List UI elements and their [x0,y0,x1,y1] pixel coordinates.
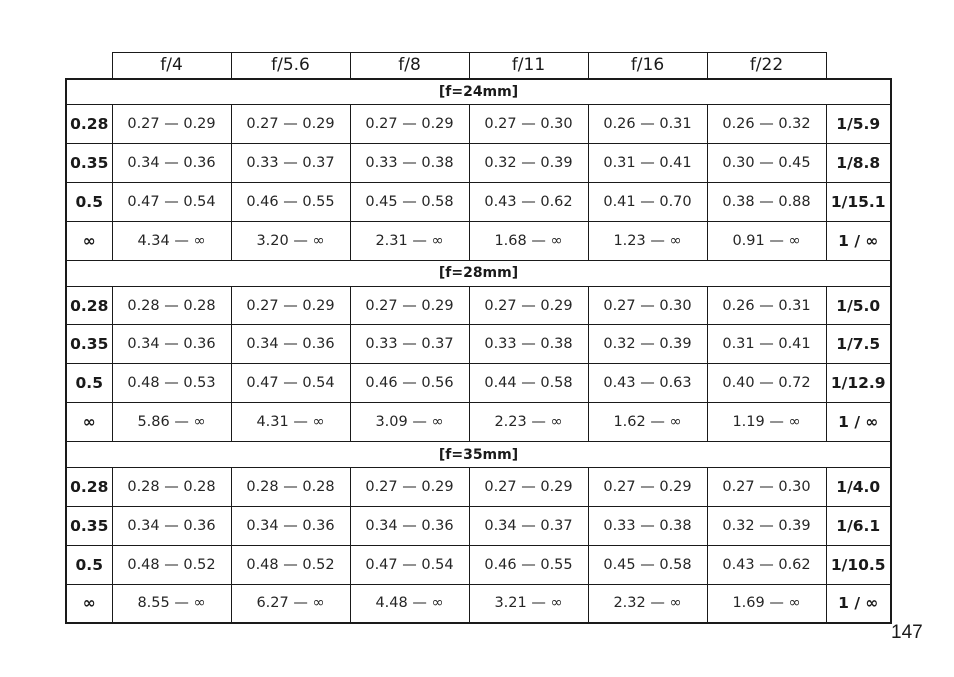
distance-cell: 0.28 [66,468,112,507]
distance-cell: 0.28 [66,105,112,144]
depth-range-cell: 0.27 — 0.30 [469,105,588,144]
depth-range-cell: 4.48 — ∞ [350,584,469,623]
depth-range-cell: 0.27 — 0.29 [350,286,469,325]
depth-range-cell: 0.31 — 0.41 [707,325,826,364]
depth-range-cell: 0.27 — 0.29 [469,468,588,507]
depth-range-cell: 0.27 — 0.29 [350,105,469,144]
depth-range-cell: 0.46 — 0.55 [231,182,350,221]
depth-range-cell: 0.28 — 0.28 [112,468,231,507]
depth-range-cell: 3.21 — ∞ [469,584,588,623]
focal-length-label: [f=35mm] [66,442,891,468]
depth-range-cell: 0.28 — 0.28 [112,286,231,325]
distance-cell: 0.35 [66,507,112,546]
depth-range-cell: 6.27 — ∞ [231,584,350,623]
depth-range-cell: 0.32 — 0.39 [469,143,588,182]
distance-cell: ∞ [66,221,112,260]
aperture-header: f/5.6 [231,53,350,79]
depth-range-cell: 0.34 — 0.36 [350,507,469,546]
depth-range-cell: 0.47 — 0.54 [350,545,469,584]
magnification-cell: 1/6.1 [826,507,891,546]
magnification-cell: 1 / ∞ [826,403,891,442]
table-row [66,403,891,442]
depth-range-cell: 0.91 — ∞ [707,221,826,260]
depth-range-cell: 0.43 — 0.63 [588,364,707,403]
distance-cell: 0.35 [66,325,112,364]
depth-range-cell: 0.48 — 0.53 [112,364,231,403]
distance-cell: ∞ [66,403,112,442]
distance-cell: 0.35 [66,143,112,182]
aperture-header: f/22 [707,53,826,79]
table-row [66,545,891,584]
depth-range-cell: 0.34 — 0.37 [469,507,588,546]
header-corner-right [826,53,891,79]
table-row [66,364,891,403]
depth-range-cell: 0.26 — 0.31 [588,105,707,144]
depth-range-cell: 0.44 — 0.58 [469,364,588,403]
depth-range-cell: 0.46 — 0.55 [469,545,588,584]
depth-range-cell: 0.33 — 0.37 [350,325,469,364]
table-row [66,105,891,144]
table-row [66,507,891,546]
depth-range-cell: 2.23 — ∞ [469,403,588,442]
depth-range-cell: 0.34 — 0.36 [112,325,231,364]
depth-range-cell: 3.09 — ∞ [350,403,469,442]
depth-range-cell: 5.86 — ∞ [112,403,231,442]
depth-range-cell: 2.31 — ∞ [350,221,469,260]
depth-range-cell: 0.34 — 0.36 [112,143,231,182]
focal-length-section-row [66,442,891,468]
depth-range-cell: 0.34 — 0.36 [231,325,350,364]
magnification-cell: 1/5.9 [826,105,891,144]
depth-range-cell: 0.41 — 0.70 [588,182,707,221]
distance-cell: 0.28 [66,286,112,325]
depth-range-cell: 0.28 — 0.28 [231,468,350,507]
depth-range-cell: 0.47 — 0.54 [112,182,231,221]
table-row [66,143,891,182]
depth-range-cell: 8.55 — ∞ [112,584,231,623]
aperture-header: f/4 [112,53,231,79]
depth-range-cell: 0.27 — 0.30 [707,468,826,507]
depth-range-cell: 0.45 — 0.58 [350,182,469,221]
depth-range-cell: 0.27 — 0.29 [350,468,469,507]
depth-range-cell: 0.43 — 0.62 [469,182,588,221]
distance-cell: 0.5 [66,545,112,584]
depth-range-cell: 0.27 — 0.29 [112,105,231,144]
depth-range-cell: 0.30 — 0.45 [707,143,826,182]
table-row [66,325,891,364]
distance-cell: 0.5 [66,182,112,221]
depth-of-field-table [65,52,892,624]
depth-range-cell: 3.20 — ∞ [231,221,350,260]
depth-range-cell: 0.33 — 0.38 [469,325,588,364]
depth-range-cell: 0.47 — 0.54 [231,364,350,403]
depth-range-cell: 0.27 — 0.29 [231,105,350,144]
depth-range-cell: 1.23 — ∞ [588,221,707,260]
depth-range-cell: 0.27 — 0.29 [231,286,350,325]
depth-range-cell: 0.26 — 0.32 [707,105,826,144]
depth-range-cell: 1.69 — ∞ [707,584,826,623]
depth-range-cell: 0.31 — 0.41 [588,143,707,182]
distance-cell: ∞ [66,584,112,623]
magnification-cell: 1/10.5 [826,545,891,584]
magnification-cell: 1/8.8 [826,143,891,182]
magnification-cell: 1/7.5 [826,325,891,364]
magnification-cell: 1/12.9 [826,364,891,403]
depth-range-cell: 0.34 — 0.36 [231,507,350,546]
header-corner [66,53,112,79]
depth-range-cell: 4.34 — ∞ [112,221,231,260]
table-row [66,286,891,325]
page-number: 147 [891,622,923,643]
focal-length-label: [f=24mm] [66,79,891,105]
focal-length-section-row [66,79,891,105]
depth-range-cell: 0.46 — 0.56 [350,364,469,403]
magnification-cell: 1/5.0 [826,286,891,325]
depth-range-cell: 0.45 — 0.58 [588,545,707,584]
depth-range-cell: 0.26 — 0.31 [707,286,826,325]
depth-range-cell: 1.19 — ∞ [707,403,826,442]
depth-range-cell: 0.27 — 0.29 [469,286,588,325]
depth-range-cell: 0.48 — 0.52 [112,545,231,584]
depth-range-cell: 0.32 — 0.39 [707,507,826,546]
depth-range-cell: 0.33 — 0.38 [588,507,707,546]
depth-range-cell: 1.68 — ∞ [469,221,588,260]
depth-range-cell: 0.32 — 0.39 [588,325,707,364]
depth-range-cell: 2.32 — ∞ [588,584,707,623]
magnification-cell: 1 / ∞ [826,584,891,623]
depth-range-cell: 0.43 — 0.62 [707,545,826,584]
magnification-cell: 1 / ∞ [826,221,891,260]
focal-length-label: [f=28mm] [66,260,891,286]
magnification-cell: 1/4.0 [826,468,891,507]
table-row [66,182,891,221]
table-row [66,221,891,260]
distance-cell: 0.5 [66,364,112,403]
aperture-header-row [66,53,891,79]
table-row [66,468,891,507]
table-row [66,584,891,623]
depth-range-cell: 1.62 — ∞ [588,403,707,442]
aperture-header: f/16 [588,53,707,79]
depth-range-cell: 0.33 — 0.38 [350,143,469,182]
depth-range-cell: 0.48 — 0.52 [231,545,350,584]
depth-range-cell: 0.27 — 0.29 [588,468,707,507]
depth-range-cell: 4.31 — ∞ [231,403,350,442]
depth-range-cell: 0.38 — 0.88 [707,182,826,221]
focal-length-section-row [66,260,891,286]
aperture-header: f/8 [350,53,469,79]
depth-range-cell: 0.33 — 0.37 [231,143,350,182]
depth-range-cell: 0.40 — 0.72 [707,364,826,403]
aperture-header: f/11 [469,53,588,79]
depth-range-cell: 0.34 — 0.36 [112,507,231,546]
depth-range-cell: 0.27 — 0.30 [588,286,707,325]
table-body [66,79,891,624]
magnification-cell: 1/15.1 [826,182,891,221]
